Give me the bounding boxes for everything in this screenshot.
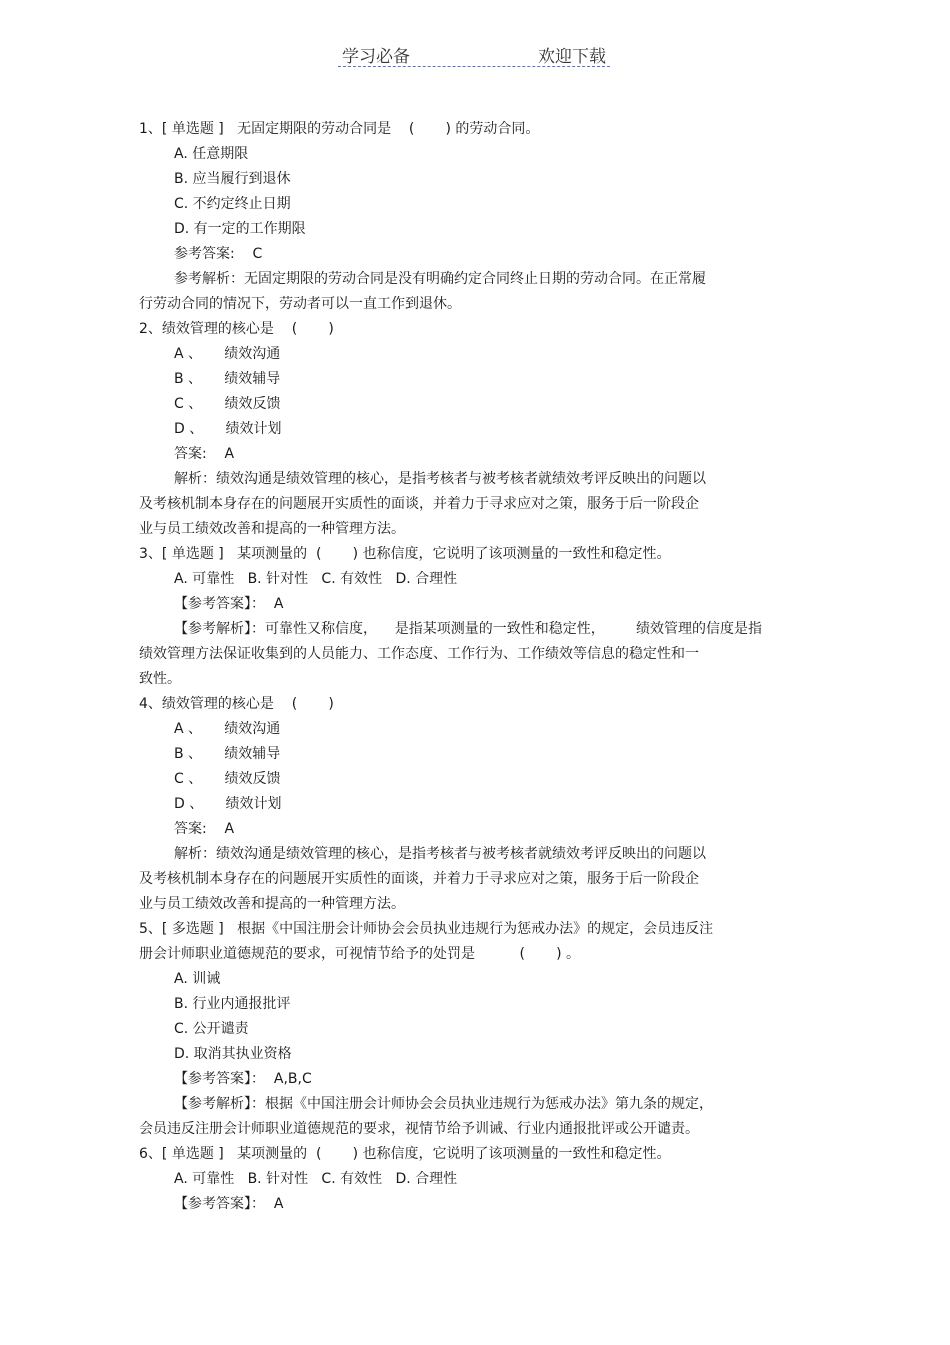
question-2-answer: 答案: A [174, 446, 235, 462]
question-6-options: A. 可靠性 B. 针对性 C. 有效性 D. 合理性 [174, 1171, 458, 1187]
question-2-text: 2、绩效管理的核心是 ( ) [139, 321, 334, 337]
question-4-option-d: D 、 绩效计划 [174, 796, 282, 812]
question-5-explanation: 【参考解析】：根据《中国注册会计师协会会员执业违规行为惩戒办法》第九条的规定， [174, 1096, 713, 1112]
question-2-option-c: C 、 绩效反馈 [174, 396, 281, 412]
question-4-option-a: A 、 绩效沟通 [174, 721, 281, 737]
question-1-option-d: D. 有一定的工作期限 [174, 221, 306, 237]
question-2-option-a: A 、 绩效沟通 [174, 346, 281, 362]
question-1-option-a: A. 任意期限 [174, 146, 249, 162]
question-4-explanation-cont2: 业与员工绩效改善和提高的一种管理方法。 [139, 896, 405, 912]
question-2-option-b: B 、 绩效辅导 [174, 371, 281, 387]
question-2-explanation-cont2: 业与员工绩效改善和提高的一种管理方法。 [139, 521, 405, 537]
question-6-text: 6、[ 单选题 ] 某项测量的 ( ) 也称信度，它说明了该项测量的一致性和稳定性。 [139, 1146, 671, 1162]
question-4-option-b: B 、 绩效辅导 [174, 746, 281, 762]
question-1-option-b: B. 应当履行到退休 [174, 171, 291, 187]
question-2-explanation: 解析：绩效沟通是绩效管理的核心，是指考核者与被考核者就绩效考评反映出的问题以 [174, 471, 706, 487]
page-header [338, 40, 610, 67]
header-right-text: 欢迎下载 [538, 47, 606, 67]
question-4-answer: 答案: A [174, 821, 235, 837]
question-3-text: 3、[ 单选题 ] 某项测量的 ( ) 也称信度，它说明了该项测量的一致性和稳定性。 [139, 546, 671, 562]
header-left-text: 学习必备 [342, 47, 410, 67]
question-5-answer: 【参考答案】： A,B,C [174, 1071, 312, 1087]
question-5-text-cont: 册会计师职业道德规范的要求，可视情节给予的处罚是 ( ) 。 [139, 946, 581, 962]
question-2-option-d: D 、 绩效计划 [174, 421, 282, 437]
question-4-text: 4、绩效管理的核心是 ( ) [139, 696, 334, 712]
question-5-option-c: C. 公开谴责 [174, 1021, 249, 1037]
question-4-explanation: 解析：绩效沟通是绩效管理的核心，是指考核者与被考核者就绩效考评反映出的问题以 [174, 846, 706, 862]
question-3-options: A. 可靠性 B. 针对性 C. 有效性 D. 合理性 [174, 571, 458, 587]
question-3-answer: 【参考答案】： A [174, 596, 284, 612]
question-3-explanation-cont: 绩效管理方法保证收集到的人员能力、工作态度、工作行为、工作绩效等信息的稳定性和一 [139, 646, 699, 662]
question-6-answer: 【参考答案】： A [174, 1196, 284, 1212]
question-1-explanation-cont: 行劳动合同的情况下，劳动者可以一直工作到退休。 [139, 296, 461, 312]
question-3-explanation: 【参考解析】：可靠性又称信度， 是指某项测量的一致性和稳定性， 绩效管理的信度是指 [174, 621, 762, 637]
question-1-text: 1、[ 单选题 ] 无固定期限的劳动合同是 ( ) 的劳动合同。 [139, 121, 540, 137]
question-5-text: 5、[ 多选题 ] 根据《中国注册会计师协会会员执业违规行为惩戒办法》的规定，会员违反注 [139, 921, 714, 937]
question-4-explanation-cont: 及考核机制本身存在的问题展开实质性的面谈，并着力于寻求应对之策，服务于后一阶段企 [139, 871, 699, 887]
question-5-option-b: B. 行业内通报批评 [174, 996, 291, 1012]
question-1-explanation: 参考解析：无固定期限的劳动合同是没有明确约定合同终止日期的劳动合同。在正常履 [174, 271, 706, 287]
question-5-option-d: D. 取消其执业资格 [174, 1046, 292, 1062]
question-2-explanation-cont: 及考核机制本身存在的问题展开实质性的面谈，并着力于寻求应对之策，服务于后一阶段企 [139, 496, 699, 512]
question-5-option-a: A. 训诫 [174, 971, 221, 987]
question-4-option-c: C 、 绩效反馈 [174, 771, 281, 787]
question-1-answer: 参考答案: C [174, 246, 263, 262]
question-5-explanation-cont: 会员违反注册会计师职业道德规范的要求，视情节给予训诫、行业内通报批评或公开谴责。 [139, 1121, 699, 1137]
question-3-explanation-cont2: 致性。 [139, 671, 181, 687]
question-1-option-c: C. 不约定终止日期 [174, 196, 291, 212]
